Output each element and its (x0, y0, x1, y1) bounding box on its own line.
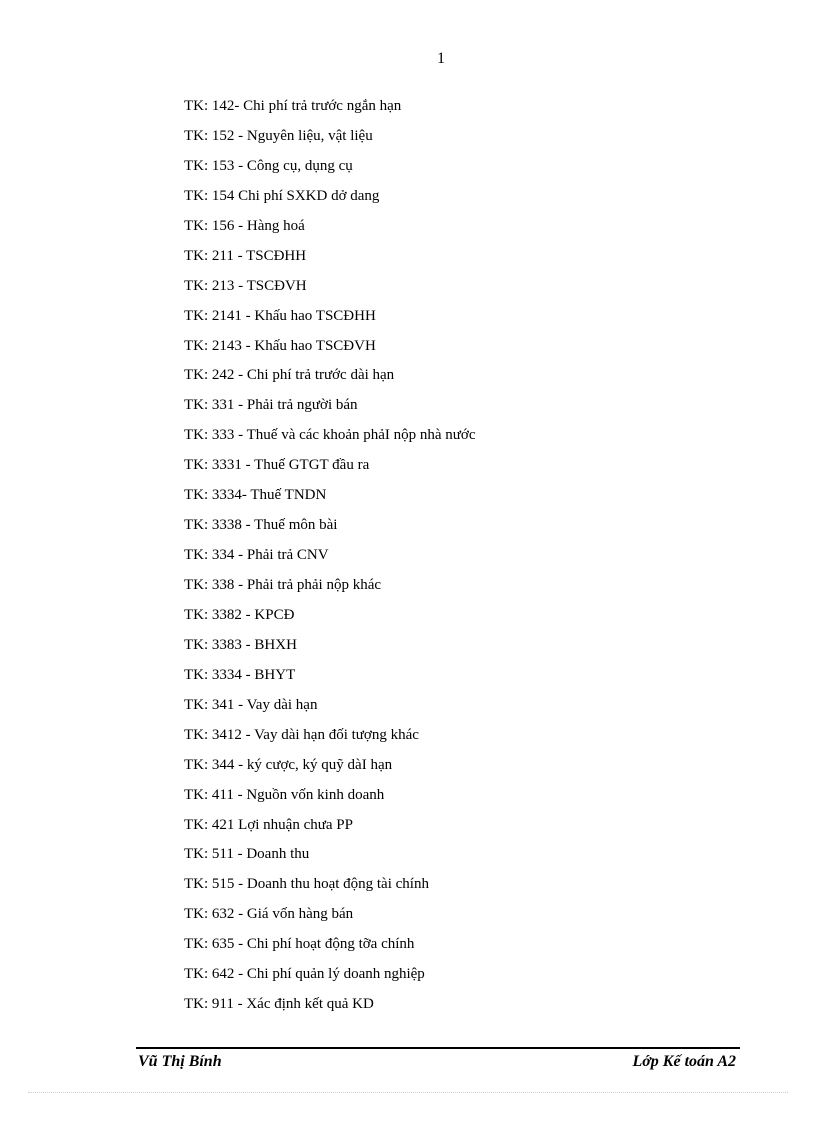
footer-divider (136, 1047, 740, 1049)
list-item: TK: 3334- Thuế TNDN (184, 487, 327, 504)
list-item: TK: 331 - Phải trả người bán (184, 397, 358, 414)
list-item: TK: 911 - Xác định kết quả KD (184, 996, 374, 1013)
footer-class: Lớp Kế toán A2 (632, 1053, 736, 1070)
list-item: TK: 635 - Chi phí hoạt động tỡa chính (184, 936, 415, 953)
list-item: TK: 213 - TSCĐVH (184, 277, 307, 294)
list-item: TK: 632 - Giá vốn hàng bán (184, 906, 354, 923)
list-item: TK: 421 Lợi nhuận chưa PP (184, 816, 353, 833)
list-item: TK: 3383 - BHXH (184, 636, 297, 653)
list-item: TK: 642 - Chi phí quản lý doanh nghiệp (184, 966, 425, 983)
list-item: TK: 333 - Thuế và các khoản phảI nộp nhà nước (184, 427, 476, 444)
list-item: TK: 154 Chi phí SXKD dở dang (184, 187, 380, 204)
list-item: TK: 411 - Nguồn vốn kinh doanh (184, 786, 385, 803)
list-item: TK: 341 - Vay dài hạn (184, 696, 318, 713)
list-item: TK: 3334 - BHYT (184, 666, 296, 683)
list-item: TK: 3331 - Thuế GTGT đầu ra (184, 457, 370, 474)
list-item: TK: 2143 - Khấu hao TSCĐVH (184, 337, 376, 354)
list-item: TK: 211 - TSCĐHH (184, 247, 307, 264)
list-item: TK: 152 - Nguyên liệu, vật liệu (184, 127, 373, 144)
page-bottom-divider (28, 1092, 788, 1093)
footer-author: Vũ Thị Bính (138, 1053, 222, 1070)
list-item: TK: 338 - Phải trả phải nộp khác (184, 577, 382, 593)
list-item: TK: 2141 - Khấu hao TSCĐHH (184, 307, 376, 324)
list-item: TK: 334 - Phải trả CNV (184, 547, 329, 564)
list-item: TK: 3338 - Thuế môn bài (184, 517, 338, 534)
list-item: TK: 3412 - Vay dài hạn đối tượng khác (184, 726, 419, 743)
list-item: TK: 242 - Chi phí trả trước dài hạn (184, 367, 395, 384)
list-item: TK: 511 - Doanh thu (184, 846, 310, 863)
account-list (184, 92, 476, 1020)
list-item: TK: 142- Chi phí trả trước ngắn hạn (184, 98, 402, 114)
page-number: 1 (437, 50, 445, 67)
list-item: TK: 153 - Công cụ, dụng cụ (184, 157, 353, 174)
list-item: TK: 3382 - KPCĐ (184, 606, 295, 623)
list-item: TK: 515 - Doanh thu hoạt động tài chính (184, 876, 429, 893)
list-item: TK: 156 - Hàng hoá (184, 217, 305, 234)
list-item: TK: 344 - ký cược, ký quỹ dàI hạn (184, 756, 393, 773)
